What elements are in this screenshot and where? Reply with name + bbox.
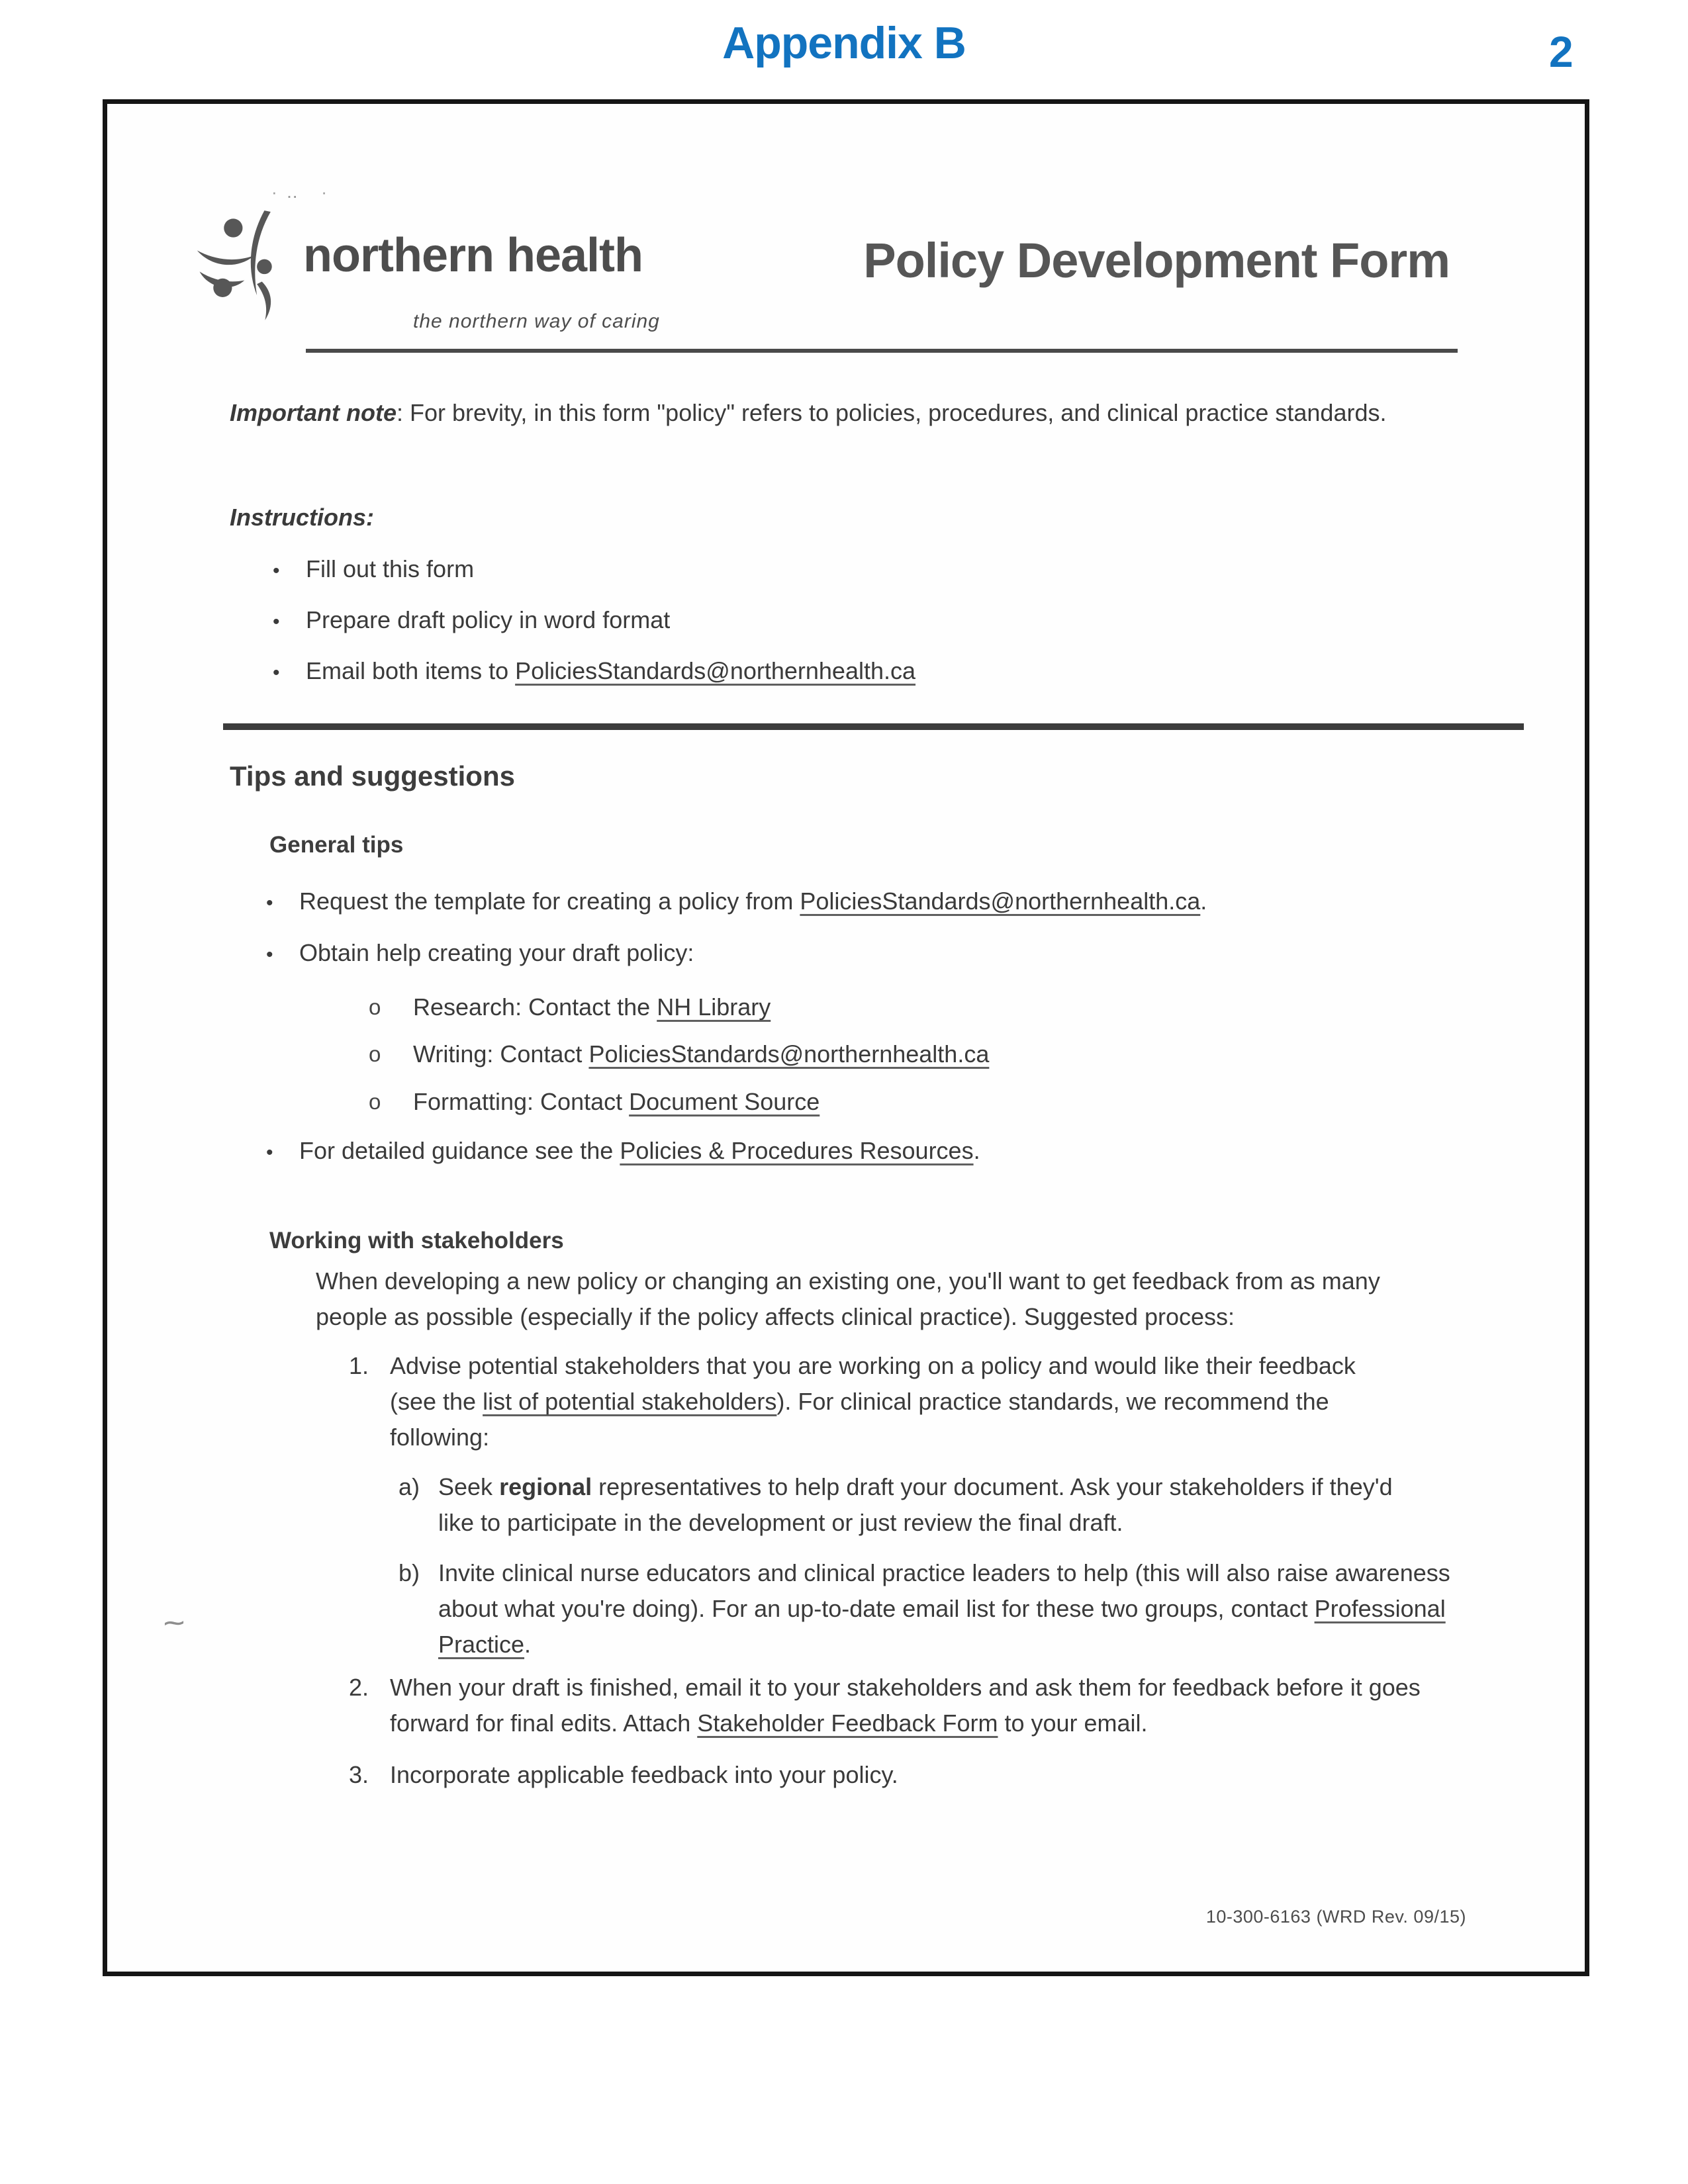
step-text: Incorporate applicable feedback into your policy. bbox=[390, 1761, 898, 1788]
northern-health-logo-icon bbox=[195, 208, 301, 322]
bullet-icon: • bbox=[273, 611, 280, 633]
step-text-suffix: representatives to help draft your document. Ask your stakeholders if they'd like to participate in the development or just review the final draft. bbox=[438, 1473, 1393, 1536]
step-number: 1. bbox=[349, 1352, 369, 1379]
sub-tip-prefix: Writing: Contact bbox=[413, 1040, 589, 1068]
bullet-icon: • bbox=[266, 944, 273, 966]
instruction-text: Prepare draft policy in word format bbox=[306, 606, 671, 633]
policies-standards-email-link[interactable]: PoliciesStandards@northernhealth.ca bbox=[515, 657, 916, 684]
step-text bbox=[438, 1469, 1431, 1541]
step-text bbox=[438, 1555, 1511, 1662]
sub-tip-item bbox=[369, 1084, 1362, 1120]
page-number: 2 bbox=[1549, 27, 1573, 76]
nh-library-link[interactable]: NH Library bbox=[657, 993, 771, 1021]
policies-procedures-resources-link[interactable]: Policies & Procedures Resources bbox=[620, 1137, 974, 1164]
section-divider bbox=[223, 723, 1524, 730]
step-text bbox=[390, 1670, 1471, 1741]
stakeholder-step-3 bbox=[349, 1757, 1471, 1793]
step-text-prefix: Seek bbox=[438, 1473, 500, 1500]
general-tip-item bbox=[266, 884, 1458, 921]
stakeholders-heading: Working with stakeholders bbox=[269, 1228, 564, 1253]
step-text-prefix: When your draft is finished, email it to your stakeholders and ask them for feedback before it goes forward for final edits. Attach bbox=[390, 1674, 1421, 1737]
tips-section-heading: Tips and suggestions bbox=[230, 760, 515, 792]
sub-bullet-icon: o bbox=[369, 1042, 381, 1066]
sub-tip-prefix: Research: Contact the bbox=[413, 993, 657, 1021]
step-text-suffix: . bbox=[524, 1631, 532, 1658]
policies-standards-email-link[interactable]: PoliciesStandards@northernhealth.ca bbox=[800, 887, 1201, 915]
stakeholder-step-1 bbox=[349, 1348, 1403, 1455]
bullet-icon: • bbox=[266, 892, 273, 914]
sub-tip-item bbox=[369, 989, 1362, 1025]
form-title: Policy Development Form bbox=[863, 233, 1450, 288]
instructions-label: Instructions: bbox=[230, 504, 375, 531]
tip-text-suffix: . bbox=[1200, 887, 1207, 915]
document-frame bbox=[103, 99, 1589, 1976]
brand-tagline: the northern way of caring bbox=[413, 310, 660, 332]
tip-text-prefix: For detailed guidance see the bbox=[299, 1137, 620, 1164]
scan-speck: ·‥ · bbox=[271, 182, 336, 202]
general-tip-text bbox=[299, 1133, 980, 1171]
sub-tip-item bbox=[369, 1036, 1362, 1072]
professional-practice-link[interactable]: Professional Practice bbox=[438, 1595, 1446, 1658]
instruction-text: Fill out this form bbox=[306, 555, 475, 582]
step-letter: a) bbox=[399, 1473, 420, 1500]
important-note bbox=[230, 395, 1421, 431]
brand-name: northern health bbox=[303, 229, 643, 282]
scan-artifact: ⁓ bbox=[164, 1612, 184, 1634]
appendix-title: Appendix B bbox=[722, 18, 966, 68]
tip-text-prefix: Request the template for creating a policy from bbox=[299, 887, 800, 915]
bullet-icon: • bbox=[266, 1142, 273, 1163]
regional-bold-text: regional bbox=[499, 1473, 592, 1500]
general-tip-item bbox=[266, 1133, 1458, 1171]
instruction-item bbox=[273, 551, 1398, 589]
general-tip-text: Obtain help creating your draft policy: bbox=[299, 939, 694, 966]
sub-bullet-icon: o bbox=[369, 1089, 381, 1114]
step-number: 2. bbox=[349, 1674, 369, 1701]
stakeholders-intro: When developing a new policy or changing an existing one, you'll want to get feedback from as many people as possible (especially if the policy affects clinical practice). Suggested process: bbox=[316, 1267, 1380, 1330]
policies-standards-email-link[interactable]: PoliciesStandards@northernhealth.ca bbox=[588, 1040, 990, 1068]
sub-tip-text bbox=[413, 989, 771, 1025]
general-tips-heading: General tips bbox=[269, 832, 404, 858]
tip-text-suffix: . bbox=[973, 1137, 980, 1164]
step-text bbox=[390, 1348, 1403, 1455]
step-text-suffix: to your email. bbox=[998, 1709, 1148, 1737]
sub-bullet-icon: o bbox=[369, 995, 381, 1019]
bullet-icon: • bbox=[273, 662, 280, 684]
general-tip-item bbox=[266, 935, 1458, 973]
sub-tip-text bbox=[413, 1036, 989, 1072]
stakeholder-feedback-form-link[interactable]: Stakeholder Feedback Form bbox=[697, 1709, 998, 1737]
step-letter: b) bbox=[399, 1559, 420, 1586]
instruction-text-prefix: Email both items to bbox=[306, 657, 516, 684]
sub-tip-prefix: Formatting: Contact bbox=[413, 1088, 630, 1115]
instruction-item bbox=[273, 602, 1398, 640]
header-rule bbox=[306, 349, 1458, 353]
stakeholder-step-2 bbox=[349, 1670, 1471, 1741]
document-source-link[interactable]: Document Source bbox=[629, 1088, 820, 1115]
instruction-item bbox=[273, 653, 1398, 691]
step-text-prefix: Advise potential stakeholders that you are working on a policy and would like their feedback (see the bbox=[390, 1352, 1356, 1415]
step-number: 3. bbox=[349, 1761, 369, 1788]
stakeholder-step-1b bbox=[399, 1555, 1511, 1662]
bullet-icon: • bbox=[273, 560, 280, 582]
general-tip-text bbox=[299, 884, 1207, 921]
step-text-suffix: ). For clinical practice standards, we recommend the following: bbox=[390, 1388, 1329, 1451]
form-code: 10-300-6163 (WRD Rev. 09/15) bbox=[1205, 1907, 1466, 1927]
stakeholder-step-1a bbox=[399, 1469, 1431, 1541]
step-text-prefix: Invite clinical nurse educators and clinical practice leaders to help (this will also raise awareness about what you're doing). For an up-to-date email list for these two groups, contact bbox=[438, 1559, 1450, 1622]
sub-tip-text bbox=[413, 1084, 820, 1120]
important-note-body: : For brevity, in this form "policy" refers to policies, procedures, and clinical practice standards. bbox=[396, 399, 1387, 426]
potential-stakeholders-link[interactable]: list of potential stakeholders bbox=[483, 1388, 777, 1415]
instruction-text bbox=[306, 653, 915, 691]
important-note-label: Important note bbox=[230, 399, 397, 426]
